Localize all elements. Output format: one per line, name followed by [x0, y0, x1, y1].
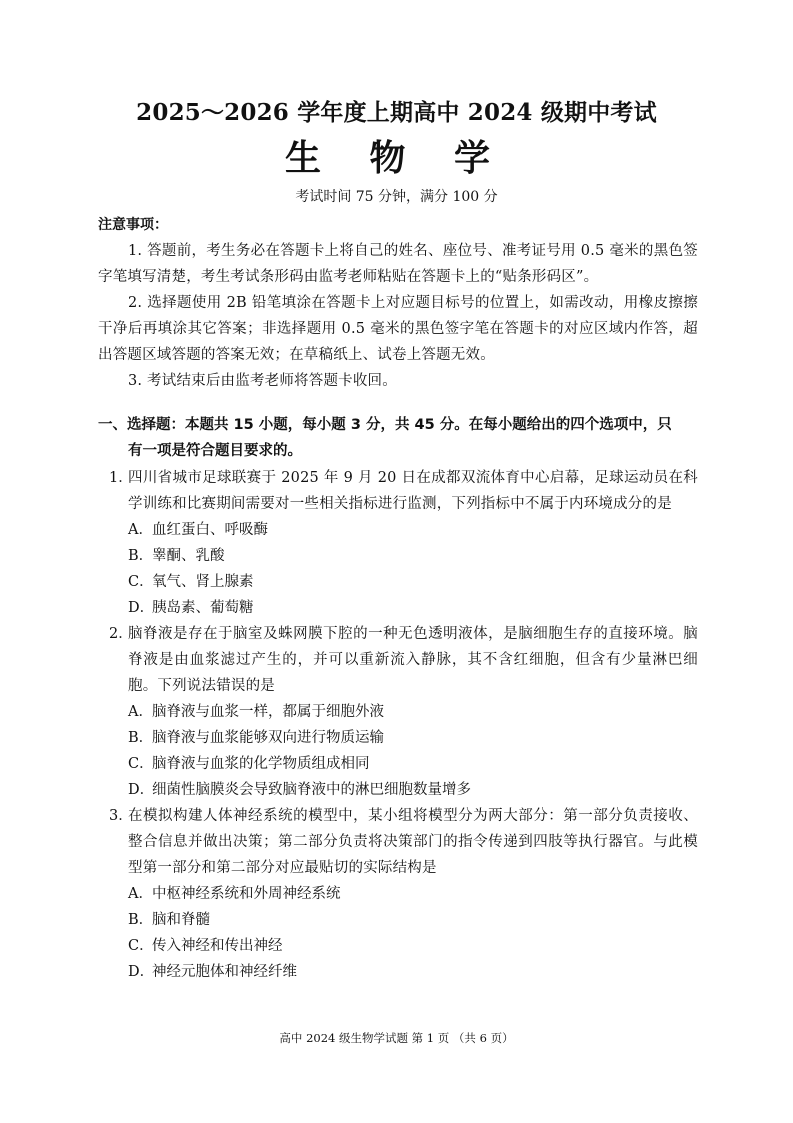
option-letter: D．: [128, 964, 155, 980]
notice-item-3: 3. 考试结束后由监考老师将答题卡收回。: [128, 373, 397, 389]
option-letter: A．: [128, 886, 153, 902]
option-text: 睾酮、乳酸: [152, 548, 225, 564]
option-b: [128, 725, 698, 751]
notice-item-1: 1. 答题前，考生务必在答题卡上将自己的姓名、座位号、准考证号用 0.5 毫米的黑色签字笔填写清楚，考生考试条形码由监考老师粘贴在答题卡上的“贴条形码区”。: [98, 243, 698, 285]
option-letter: D．: [128, 782, 155, 798]
option-d: [128, 777, 698, 803]
option-a: [128, 517, 698, 543]
notice-heading: 注意事项：: [98, 217, 168, 233]
subject-title: 生 物 学: [284, 137, 509, 179]
option-letter: B．: [128, 730, 154, 746]
option-list: [128, 699, 698, 803]
option-letter: A．: [128, 522, 153, 538]
question-3: [98, 803, 698, 985]
option-letter: A．: [128, 704, 153, 720]
question-stem: 四川省城市足球联赛于 2025 年 9 月 20 日在成都双流体育中心启幕，足球运动员在科学训练和比赛期间需要对一些相关指标进行监测，下列指标中不属于内环境成分的是: [128, 470, 698, 512]
notice-item-2: 2. 选择题使用 2B 铅笔填涂在答题卡上对应题目标号的位置上，如需改动，用橡皮擦擦干净后再填涂其它答案；非选择题用 0.5 毫米的黑色签字笔在答题卡的对应区域内作答，超出答题区域答题的答案无效；在草稿纸上、试卷上答题无效。: [98, 295, 698, 363]
option-letter: C．: [128, 756, 154, 772]
question-number: 1．: [109, 470, 133, 486]
option-b: [128, 907, 698, 933]
option-letter: B．: [128, 548, 154, 564]
option-letter: D．: [128, 600, 155, 616]
option-text: 血红蛋白、呼吸酶: [152, 522, 268, 538]
question-stem: 在模拟构建人体神经系统的模型中，某小组将模型分为两大部分：第一部分负责接收、整合信息并做出决策；第二部分负责将决策部门的指令传递到四肢等执行器官。与此模型第一部分和第二部分对应最贴切的实际结构是: [128, 808, 698, 876]
option-text: 胰岛素、葡萄糖: [152, 600, 254, 616]
option-c: [128, 569, 698, 595]
section-heading: [98, 412, 698, 464]
question-stem: 脑脊液是存在于脑室及蛛网膜下腔的一种无色透明液体，是脑细胞生存的直接环境。脑脊液是由血浆滤过产生的，并可以重新流入静脉，其不含红细胞，但含有少量淋巴细胞。下列说法错误的是: [128, 626, 698, 694]
option-letter: C．: [128, 938, 154, 954]
option-a: [128, 699, 698, 725]
option-letter: C．: [128, 574, 154, 590]
option-text: 中枢神经系统和外周神经系统: [152, 886, 341, 902]
section-heading-line-2: 有一项是符合题目要求的。: [128, 443, 302, 459]
option-text: 氧气、肾上腺素: [152, 574, 254, 590]
option-text: 传入神经和传出神经: [152, 938, 283, 954]
question-number: 3．: [109, 808, 133, 824]
exam-title: 2025～2026 学年度上期高中 2024 级期中考试: [136, 99, 657, 126]
question-1: [98, 465, 698, 621]
question-number: 2．: [109, 626, 133, 642]
option-text: 脑脊液与血浆能够双向进行物质运输: [152, 730, 384, 746]
notice-block: [98, 212, 698, 394]
option-text: 神经元胞体和神经纤维: [152, 964, 297, 980]
option-letter: B．: [128, 912, 154, 928]
option-list: [128, 881, 698, 985]
question-2: [98, 621, 698, 803]
section-heading-line-1: 一、选择题：本题共 15 小题，每小题 3 分，共 45 分。在每小题给出的四个选项中，只: [98, 417, 672, 433]
option-b: [128, 543, 698, 569]
option-c: [128, 751, 698, 777]
option-d: [128, 959, 698, 985]
option-list: [128, 517, 698, 621]
question-list: [98, 465, 698, 985]
option-text: 脑和脊髓: [152, 912, 210, 928]
exam-info: 考试时间 75 分钟，满分 100 分: [295, 189, 498, 205]
option-c: [128, 933, 698, 959]
option-d: [128, 595, 698, 621]
option-a: [128, 881, 698, 907]
option-text: 脑脊液与血浆的化学物质组成相同: [152, 756, 370, 772]
option-text: 脑脊液与血浆一样，都属于细胞外液: [152, 704, 384, 720]
page-footer: 高中 2024 级生物学试题 第 1 页 （共 6 页）: [279, 1031, 514, 1045]
option-text: 细菌性脑膜炎会导致脑脊液中的淋巴细胞数量增多: [152, 782, 471, 798]
